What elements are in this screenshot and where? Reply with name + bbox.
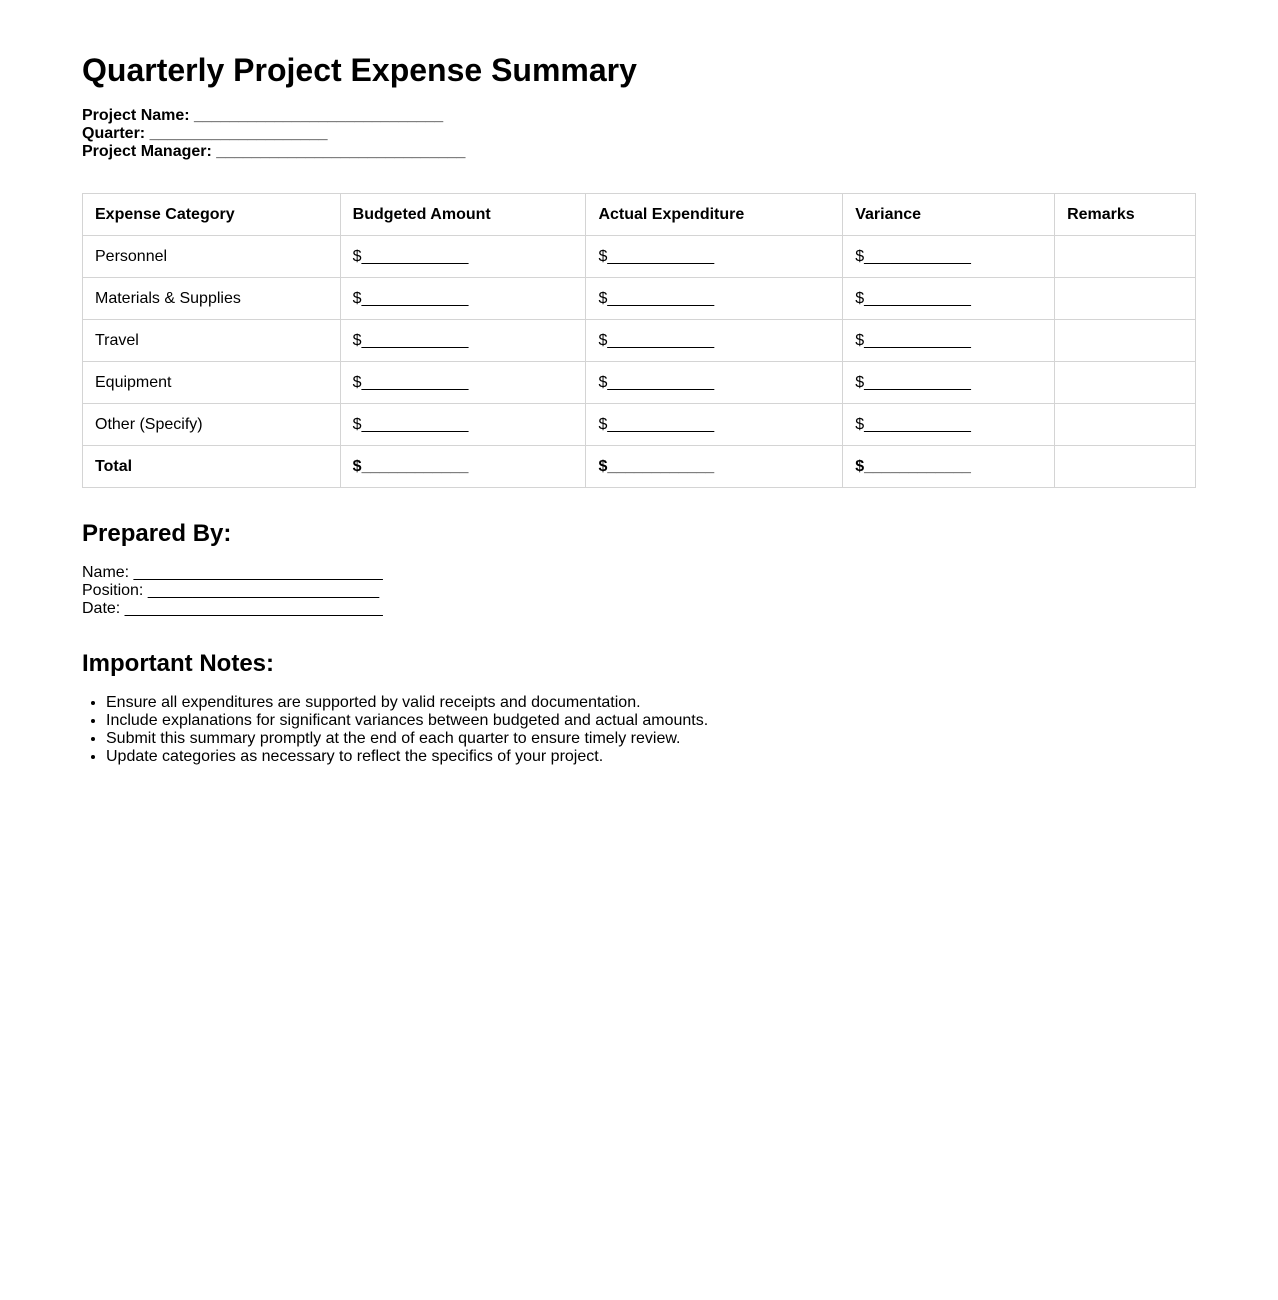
position-label: Position: xyxy=(82,582,144,599)
total-row xyxy=(83,446,1196,488)
header-expense-category: Expense Category xyxy=(83,194,341,236)
category-cell: Materials & Supplies xyxy=(83,278,341,320)
header-remarks: Remarks xyxy=(1055,194,1196,236)
project-name-label: Project Name: xyxy=(82,107,190,124)
position-line xyxy=(82,582,1196,600)
actual-cell: $____________ xyxy=(586,362,843,404)
position-blank: __________________________ xyxy=(147,582,380,599)
actual-cell: $____________ xyxy=(586,278,843,320)
prepared-by-section xyxy=(82,564,1196,618)
header-actual-expenditure: Actual Expenditure xyxy=(586,194,843,236)
variance-cell: $____________ xyxy=(843,320,1055,362)
variance-cell: $____________ xyxy=(843,278,1055,320)
date-label: Date: xyxy=(82,600,121,617)
table-header-row xyxy=(83,194,1196,236)
notes-list xyxy=(82,694,1196,766)
date-line xyxy=(82,600,1196,618)
quarter-blank: ____________________ xyxy=(149,125,328,142)
list-item: • Update categories as necessary to reflect the specifics of your project. xyxy=(106,748,1196,766)
table-row xyxy=(83,236,1196,278)
project-manager-label: Project Manager: xyxy=(82,143,212,160)
remarks-cell xyxy=(1055,278,1196,320)
table-row xyxy=(83,362,1196,404)
budgeted-cell: $____________ xyxy=(340,278,586,320)
name-label: Name: xyxy=(82,564,130,581)
budgeted-cell: $____________ xyxy=(340,362,586,404)
remarks-cell xyxy=(1055,404,1196,446)
actual-cell: $____________ xyxy=(586,236,843,278)
prepared-by-heading: Prepared By: xyxy=(82,520,232,547)
project-name-line xyxy=(82,107,1196,125)
category-cell: Personnel xyxy=(83,236,341,278)
name-blank: ____________________________ xyxy=(133,564,383,581)
list-item: • Submit this summary promptly at the end of each quarter to ensure timely review. xyxy=(106,730,1196,748)
project-manager-line xyxy=(82,143,1196,161)
budgeted-cell: $____________ xyxy=(340,404,586,446)
variance-cell: $____________ xyxy=(843,404,1055,446)
remarks-cell xyxy=(1055,236,1196,278)
variance-cell: $____________ xyxy=(843,362,1055,404)
header-budgeted-amount: Budgeted Amount xyxy=(340,194,586,236)
table-row xyxy=(83,278,1196,320)
total-budgeted-cell: $____________ xyxy=(340,446,586,488)
list-item: • Include explanations for significant variances between budgeted and actual amounts. xyxy=(106,712,1196,730)
project-manager-blank: ____________________________ xyxy=(216,143,466,160)
category-cell: Other (Specify) xyxy=(83,404,341,446)
list-item: • Ensure all expenditures are supported by valid receipts and documentation. xyxy=(106,694,1196,712)
total-variance-cell: $____________ xyxy=(843,446,1055,488)
budgeted-cell: $____________ xyxy=(340,320,586,362)
remarks-cell xyxy=(1055,362,1196,404)
quarter-label: Quarter: xyxy=(82,125,146,142)
date-blank: _____________________________ xyxy=(124,600,383,617)
header-variance: Variance xyxy=(843,194,1055,236)
project-name-blank: ____________________________ xyxy=(194,107,444,124)
name-line xyxy=(82,564,1196,582)
total-actual-cell: $____________ xyxy=(586,446,843,488)
category-cell: Equipment xyxy=(83,362,341,404)
total-label-cell: Total xyxy=(83,446,341,488)
page-title: Quarterly Project Expense Summary xyxy=(82,52,637,88)
expense-table xyxy=(82,193,1196,488)
budgeted-cell: $____________ xyxy=(340,236,586,278)
category-cell: Travel xyxy=(83,320,341,362)
table-row xyxy=(83,320,1196,362)
total-remarks-cell xyxy=(1055,446,1196,488)
actual-cell: $____________ xyxy=(586,404,843,446)
variance-cell: $____________ xyxy=(843,236,1055,278)
quarter-line xyxy=(82,125,1196,143)
actual-cell: $____________ xyxy=(586,320,843,362)
important-notes-heading: Important Notes: xyxy=(82,650,274,677)
table-row xyxy=(83,404,1196,446)
remarks-cell xyxy=(1055,320,1196,362)
project-info xyxy=(82,107,1196,161)
